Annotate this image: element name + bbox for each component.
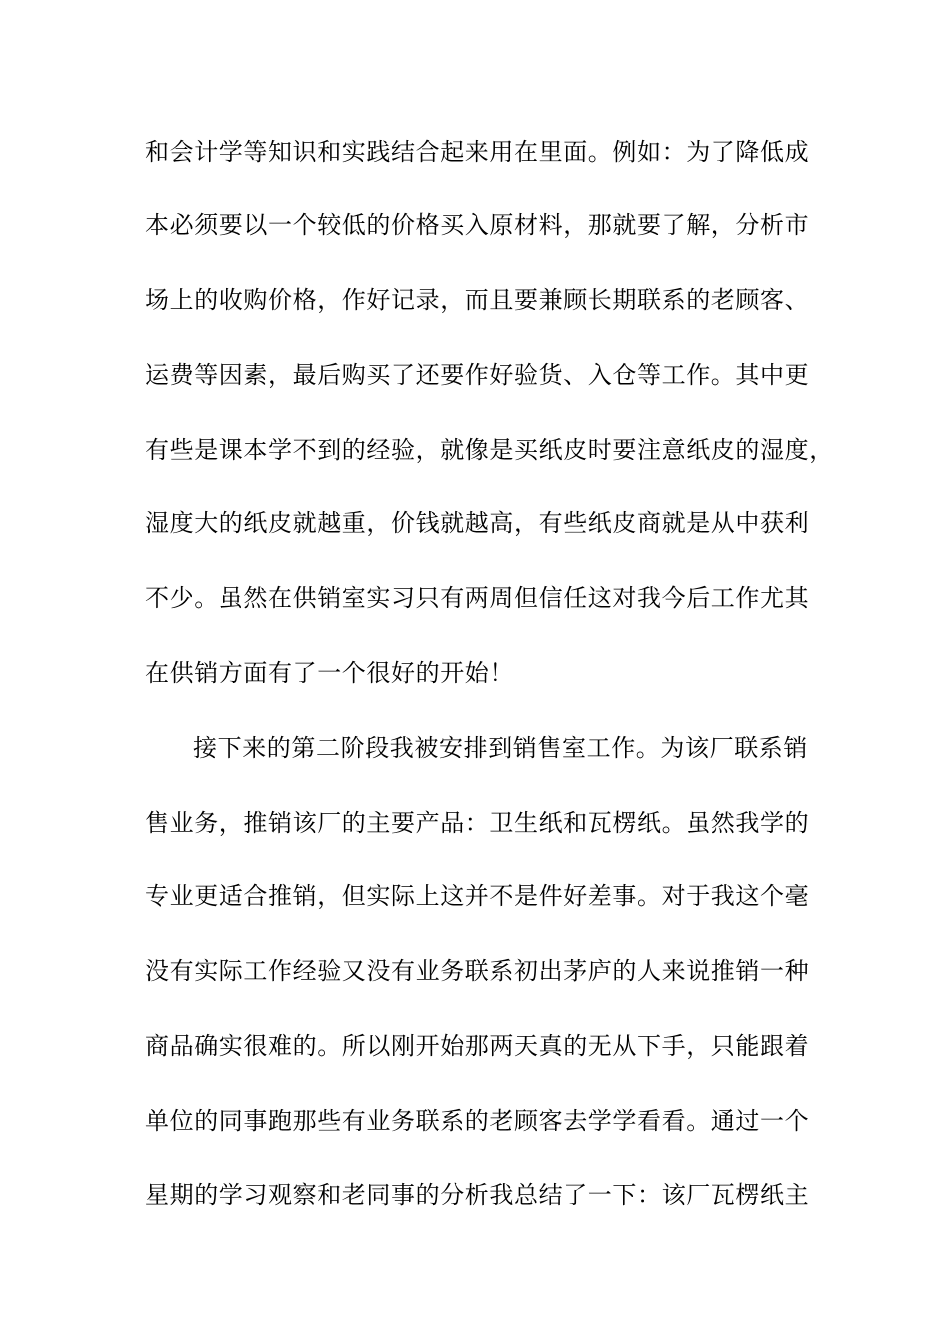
text-line: 不少。虽然在供销室实习只有两周但信任这对我今后工作尤其 [145,584,810,612]
text-line: 运费等因素，最后购买了还要作好验货、入仓等工作。其中更 [145,361,810,389]
text-line: 在供销方面有了一个很好的开始！ [145,659,514,687]
text-line: 没有实际工作经验又没有业务联系初出茅庐的人来说推销一种 [145,957,810,985]
text-line: 湿度大的纸皮就越重，价钱就越高，有些纸皮商就是从中获利 [145,509,810,537]
text-line: 售业务，推销该厂的主要产品：卫生纸和瓦楞纸。虽然我学的 [145,809,810,837]
text-line: 单位的同事跑那些有业务联系的老顾客去学学看看。通过一个 [145,1107,810,1135]
text-line: 星期的学习观察和老同事的分析我总结了一下：该厂瓦楞纸主 [145,1181,810,1209]
text-line: 有些是课本学不到的经验，就像是买纸皮时要注意纸皮的湿度， [145,436,834,464]
text-line: 场上的收购价格，作好记录，而且要兼顾长期联系的老顾客、 [145,286,810,314]
text-line: 商品确实很难的。所以刚开始那两天真的无从下手，只能跟着 [145,1032,810,1060]
text-line: 本必须要以一个较低的价格买入原材料，那就要了解，分析市 [145,211,810,239]
text-line: 专业更适合推销，但实际上这并不是件好差事。对于我这个毫 [145,882,810,910]
text-line: 和会计学等知识和实践结合起来用在里面。例如：为了降低成 [145,138,810,166]
paragraph-first-line: 接下来的第二阶段我被安排到销售室工作。为该厂联系销 [193,734,808,762]
